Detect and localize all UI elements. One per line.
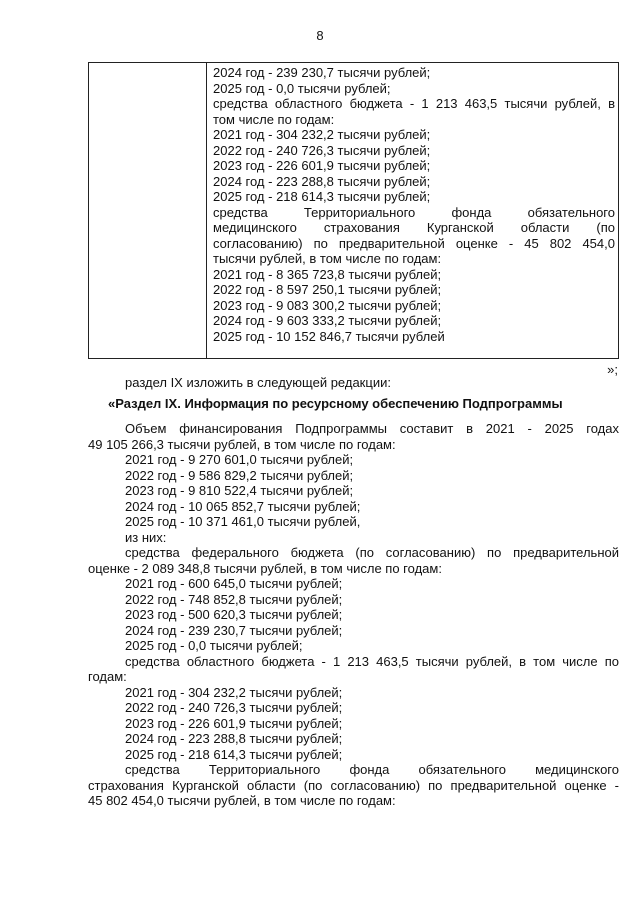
year-line: 2023 год - 9 810 522,4 тысячи рублей; [125,483,354,498]
paragraph-line: 49 105 266,3 тысячи рублей, в том числе по годам: [88,436,396,452]
table-line: 2022 год - 8 597 250,1 тысячи рублей; [213,282,442,297]
page-number: 8 [316,28,324,43]
section-heading: «Раздел IX. Информация по ресурсному обеспечению Подпрограммы [108,395,563,411]
year-line: 2021 год - 304 232,2 тысячи рублей; [125,684,343,700]
table-line: 2024 год - 9 603 333,2 тысячи рублей; [213,313,442,328]
year-line: 2021 год - 9 270 601,0 тысячи рублей; [125,452,354,467]
year-line: 2025 год - 218 614,3 тысячи рублей; [125,746,343,762]
table-line: 2023 год - 226 601,9 тысячи рублей; [213,158,431,173]
paragraph-line: 45 802 454,0 тысячи рублей, в том числе по годам: [88,793,396,808]
year-line: 2022 год - 240 726,3 тысячи рублей; [125,700,343,715]
table-line: 2023 год - 9 083 300,2 тысячи рублей; [213,297,442,313]
table-line: средства областного бюджета - 1 213 463,5 тысячи рублей, в [213,96,615,111]
table-line: медицинского страхования Курганской области (по [213,220,615,235]
year-line: 2021 год - 600 645,0 тысячи рублей; [125,576,343,591]
table-line: 2025 год - 10 152 846,7 тысячи рублей [213,328,445,344]
paragraph-line: из них: [125,529,167,545]
paragraph-line: средства федерального бюджета (по согласованию) по предварительной [125,545,619,560]
year-line: 2024 год - 223 288,8 тысячи рублей; [125,731,343,746]
year-line: 2025 год - 0,0 тысячи рублей; [125,638,303,653]
year-line: 2025 год - 10 371 461,0 тысячи рублей, [125,514,361,529]
year-line: 2024 год - 10 065 852,7 тысячи рублей; [125,498,361,514]
table-line: 2025 год - 218 614,3 тысячи рублей; [213,189,431,204]
year-line: 2022 год - 748 852,8 тысячи рублей; [125,591,343,607]
table-line: согласованию) по предварительной оценке - 45 802 454,0 [213,235,615,251]
table-line: том числе по годам: [213,111,335,127]
continuation-table [88,62,619,359]
year-line: 2022 год - 9 586 829,2 тысячи рублей; [125,467,354,483]
year-line: 2023 год - 500 620,3 тысячи рублей; [125,607,343,622]
table-line: 2024 год - 239 230,7 тысячи рублей; [213,65,431,80]
paragraph-line: средства Территориального фонда обязательного медицинского [125,762,619,777]
table-line: 2021 год - 8 365 723,8 тысячи рублей; [213,266,442,282]
closing-quote: »; [607,362,618,377]
year-line: 2024 год - 239 230,7 тысячи рублей; [125,622,343,638]
table-line: 2022 год - 240 726,3 тысячи рублей; [213,142,431,158]
document-body [88,375,619,809]
paragraph-line: оценке - 2 089 348,8 тысячи рублей, в том числе по годам: [88,560,442,576]
table-line: средства Территориального фонда обязательного [213,204,615,220]
table-right-column [213,65,615,344]
table-line: 2024 год - 223 288,8 тысячи рублей; [213,173,431,189]
year-line: 2023 год - 226 601,9 тысячи рублей; [125,715,343,731]
paragraph-line: годам: [88,669,127,684]
table-line: тысячи рублей, в том числе по годам: [213,251,442,266]
table-line: 2021 год - 304 232,2 тысячи рублей; [213,127,431,142]
table-line: 2025 год - 0,0 тысячи рублей; [213,80,391,96]
table-left-column [89,63,207,358]
paragraph-line: Объем финансирования Подпрограммы составит в 2021 - 2025 годах [125,421,619,436]
instruction-line: раздел IX изложить в следующей редакции: [125,375,391,390]
paragraph-line: средства областного бюджета - 1 213 463,5 тысячи рублей, в том числе по [125,653,619,669]
paragraph-line: страхования Курганской области (по согласованию) по предварительной оценке - [88,777,619,793]
